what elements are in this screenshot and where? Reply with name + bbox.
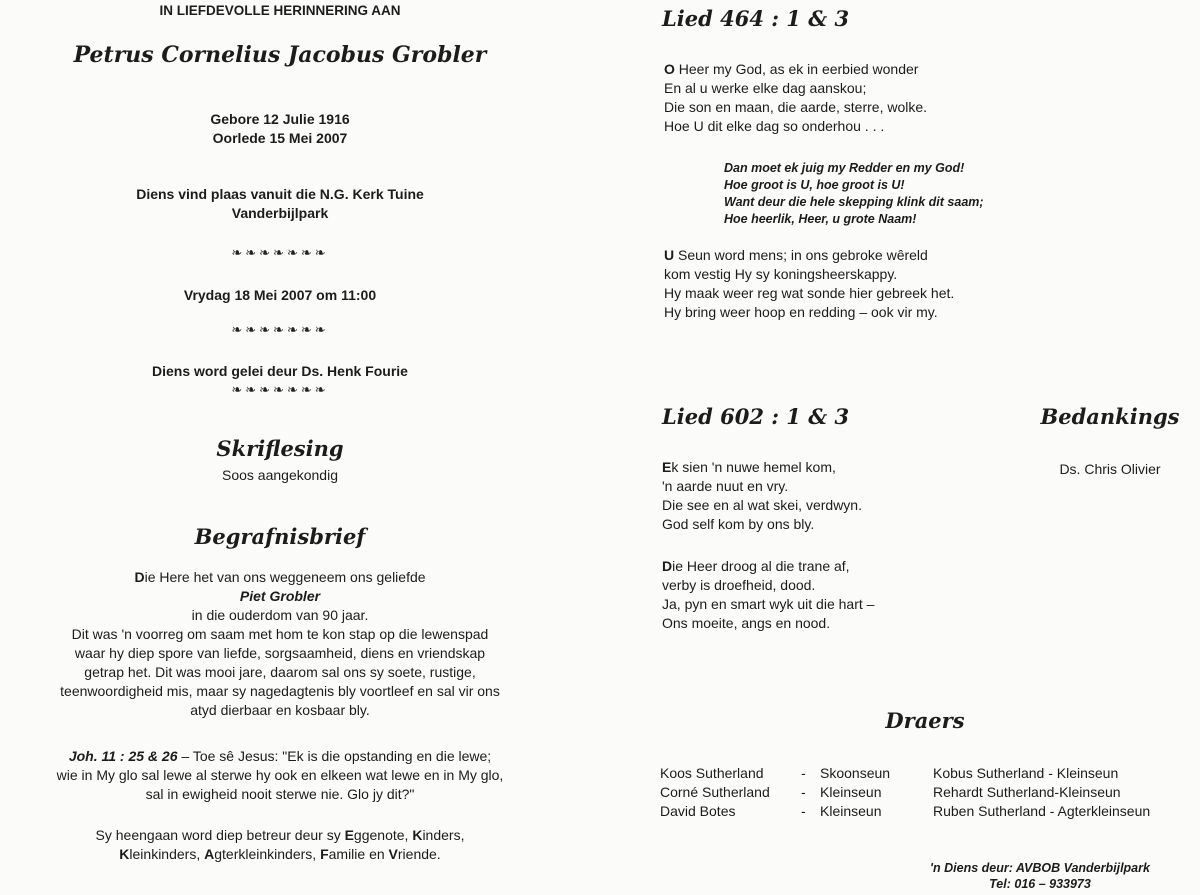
hymn-602-title: Lied 602 : 1 & 3 <box>662 404 850 429</box>
bearer-sep: - <box>801 765 806 781</box>
mourned-text: gterkleinkinders, <box>214 846 321 862</box>
hymn-602-verse-1 <box>662 458 862 534</box>
hymn-line: Die son en maan, die aarde, sterre, wolke. <box>664 99 928 115</box>
hymn-464-verse-1 <box>664 60 927 136</box>
scripture-title: Skriflesing <box>216 436 344 461</box>
hymn-line: En al u werke elke dag aanskou; <box>664 80 867 96</box>
hymn-line: 'n aarde nuut en vry. <box>662 478 789 494</box>
initial: K <box>412 827 423 843</box>
scripture-note: Soos aangekondig <box>222 467 338 483</box>
bearer-row <box>660 764 910 783</box>
provider-name: 'n Diens deur: AVBOB Vanderbijlpark <box>930 861 1150 875</box>
bearer-name: Koos Sutherland <box>660 765 764 781</box>
hymn-line: Hy maak weer reg wat sonde hier gebreek het. <box>664 285 955 301</box>
drop-initial: E <box>662 459 672 475</box>
chorus-line: Hoe heerlik, Heer, u grote Naam! <box>724 212 917 226</box>
letter-line: getrap het. Dit was mooi jare, daarom sal ons sy soete, rustige, <box>84 664 476 680</box>
drop-initial: D <box>662 558 673 574</box>
drop-initial: D <box>134 569 145 585</box>
bearer-row <box>660 802 910 821</box>
bearer-entry: Rehardt Sutherland-Kleinseun <box>933 784 1121 800</box>
verse-line: sal in ewigheid nooit sterwe nie. Glo jy dit?" <box>145 786 415 802</box>
deceased-name: Petrus Cornelius Jacobus Grobler <box>73 42 487 68</box>
letter-title: Begrafnisbrief <box>194 524 366 549</box>
hymn-line: Seun word mens; in ons gebroke wêreld <box>674 247 928 263</box>
service-place-town: Vanderbijlpark <box>231 205 329 221</box>
thanks-name: Ds. Chris Olivier <box>1059 461 1161 477</box>
funeral-service-provider <box>880 860 1200 892</box>
memorial-header: IN LIEFDEVOLLE HERINNERING AAN <box>159 3 401 18</box>
service-date: Vrydag 18 Mei 2007 om 11:00 <box>183 287 377 303</box>
bearers-title: Draers <box>885 708 965 733</box>
initial: A <box>204 846 215 862</box>
letter-name: Piet Grobler <box>239 588 321 604</box>
hymn-464-title: Lied 464 : 1 & 3 <box>662 6 850 31</box>
birth-date: Gebore 12 Julie 1916 <box>210 111 350 127</box>
hymn-602-verse-3 <box>662 557 874 633</box>
hymn-line: verby is droefheid, dood. <box>662 577 816 593</box>
funeral-letter <box>0 568 560 720</box>
hymn-464-verse-3 <box>664 246 954 322</box>
letter-line: ie Here het van ons weggeneem ons geliefde <box>144 569 426 585</box>
death-date: Oorlede 15 Mei 2007 <box>212 130 348 146</box>
thanks-title: Bedankings <box>1040 404 1180 429</box>
bearer-row <box>660 783 910 802</box>
hymn-line: Ons moeite, angs en nood. <box>662 615 831 631</box>
drop-initial: U <box>664 247 675 263</box>
letter-line: teenwoordigheid mis, maar sy nagedagtenis bly voortleef en sal vir ons <box>60 683 500 699</box>
bearer-name: David Botes <box>660 803 736 819</box>
initial: V <box>388 846 398 862</box>
mourned-text: inders, <box>422 827 465 843</box>
initial: F <box>320 846 329 862</box>
provider-phone: Tel: 016 – 933973 <box>989 877 1091 891</box>
ornament-divider: ❧❧❧❧❧❧❧ <box>231 382 329 397</box>
mourned-text: leinkinders, <box>129 846 205 862</box>
verse-line: wie in My glo sal lewe al sterwe hy ook en elkeen wat lewe en in My glo, <box>56 767 504 783</box>
letter-line: waar hy diep spore van liefde, sorgsaamheid, diens en vriendskap <box>74 645 486 661</box>
verse-reference: Joh. 11 : 25 & 26 <box>68 748 178 764</box>
chorus-line: Dan moet ek juig my Redder en my God! <box>724 161 965 175</box>
mourned-text: riende. <box>397 846 441 862</box>
hymn-line: Hy bring weer hoop en redding – ook vir my. <box>664 304 938 320</box>
hymn-464-chorus <box>724 160 984 228</box>
mourned-by <box>0 826 560 864</box>
drop-initial: O <box>664 61 675 77</box>
officiant: Diens word gelei deur Ds. Henk Fourie <box>152 363 408 379</box>
bearer-relation: Kleinseun <box>820 803 882 819</box>
hymn-line: k sien 'n nuwe hemel kom, <box>671 459 836 475</box>
hymn-line: Die see en al wat skei, verdwyn. <box>662 497 862 513</box>
ornament-divider: ❧❧❧❧❧❧❧ <box>231 245 329 260</box>
hymn-line: kom vestig Hy sy koningsheerskappy. <box>664 266 898 282</box>
bearer-sep: - <box>801 784 806 800</box>
initial: E <box>344 827 354 843</box>
letter-line: Dit was 'n voorreg om saam met hom te kon stap op die lewenspad <box>71 626 489 642</box>
verse-line: – Toe sê Jesus: "Ek is die opstanding en die lewe; <box>177 748 492 764</box>
initial: K <box>119 846 130 862</box>
letter-line: atyd dierbaar en kosbaar bly. <box>190 702 370 718</box>
scripture-verse <box>0 747 560 804</box>
letter-line: in die ouderdom van 90 jaar. <box>191 607 369 623</box>
mourned-text: ggenote, <box>353 827 413 843</box>
bearer-relation: Skoonseun <box>820 765 891 781</box>
mourned-text: amilie en <box>328 846 389 862</box>
hymn-line: Hoe U dit elke dag so onderhou . . . <box>664 118 885 134</box>
mourned-text: Sy heengaan word diep betreur deur sy <box>95 827 345 843</box>
bearer-sep: - <box>801 803 806 819</box>
chorus-line: Hoe groot is U, hoe groot is U! <box>724 178 905 192</box>
service-place: Diens vind plaas vanuit die N.G. Kerk Tuine <box>136 186 424 202</box>
hymn-line: Ja, pyn en smart wyk uit die hart – <box>662 596 875 612</box>
hymn-line: Heer my God, as ek in eerbied wonder <box>674 61 919 77</box>
ornament-divider: ❧❧❧❧❧❧❧ <box>231 322 329 337</box>
hymn-line: God self kom by ons bly. <box>662 516 815 532</box>
bearers-list-2 <box>933 764 1150 821</box>
bearer-entry: Ruben Sutherland - Agterkleinseun <box>933 803 1151 819</box>
bearer-entry: Kobus Sutherland - Kleinseun <box>933 765 1119 781</box>
bearers-list-1 <box>660 764 910 821</box>
chorus-line: Want deur die hele skepping klink dit saam; <box>724 195 984 209</box>
hymn-line: ie Heer droog al die trane af, <box>672 558 850 574</box>
bearer-name: Corné Sutherland <box>660 784 770 800</box>
bearer-relation: Kleinseun <box>820 784 882 800</box>
